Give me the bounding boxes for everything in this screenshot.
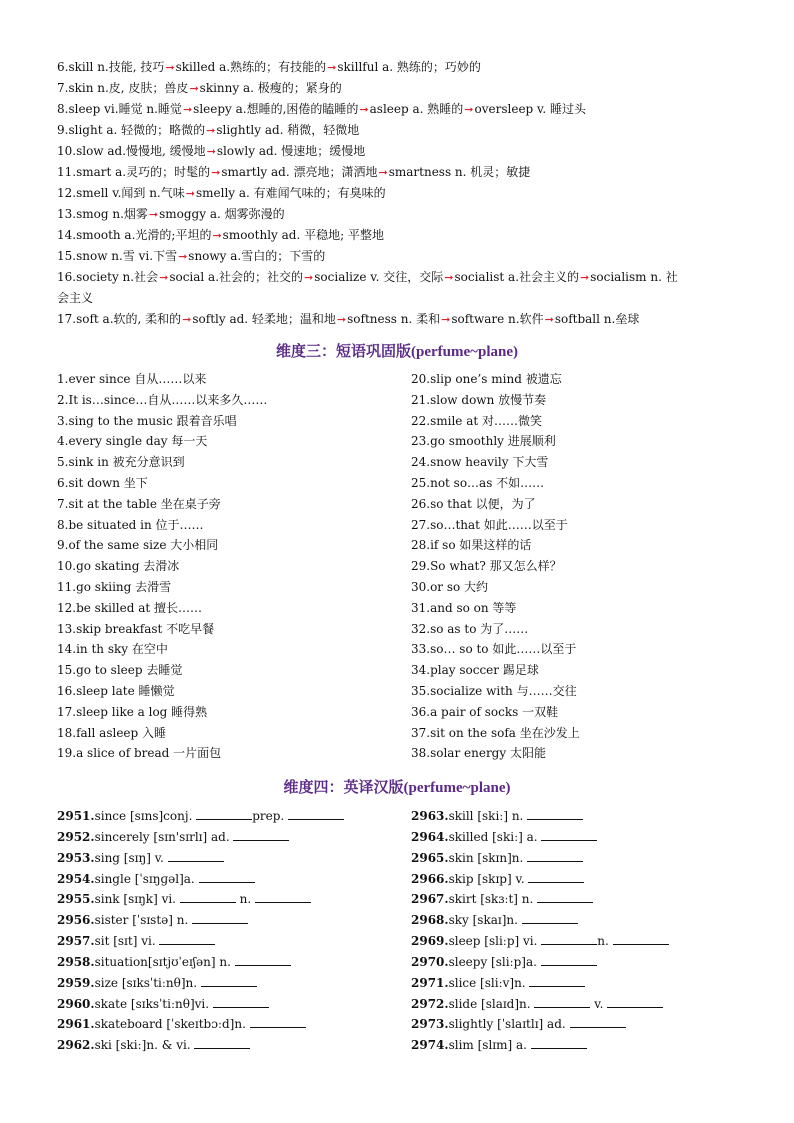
answer-blank[interactable] [196,807,252,820]
derivation-line [57,204,747,225]
derivation-term: smoggy a. 烟雾弥漫的 [159,207,285,221]
vocab-item [411,827,771,848]
vocab-number: 2957. [57,934,95,949]
red-arrow-icon: ➞ [441,313,451,326]
vocab-pos: n. [235,892,255,907]
answer-blank[interactable] [534,995,590,1008]
vocab-list-left [57,806,417,1056]
phrase-item: 38.solar energy 太阳能 [411,746,546,761]
phrase-item: 6.sit down 坐下 [57,475,148,490]
phrase-item: 14.in th sky 在空中 [57,642,168,657]
phrase-item: 28.if so 如果这样的话 [411,538,532,553]
vocab-word: sleep [sliːp] vi. [448,934,542,949]
phrase-list-left [57,369,417,764]
vocab-number: 2954. [57,871,95,886]
vocab-pos: v. [590,996,608,1011]
phrase-item: 11.go skiing 去滑雪 [57,579,172,594]
vocab-number: 2967. [411,892,449,907]
phrase-item: 27.so…that 如此……以至于 [411,517,568,532]
derivation-line [57,57,747,78]
phrase-item: 8.be situated in 位于…… [57,517,204,532]
section4-title-cn: 维度四：英译汉版 [283,778,404,796]
vocab-item [57,848,417,869]
vocab-word: size [sɪksˈtiːnθ]n. [94,975,201,990]
vocab-item [57,869,417,890]
vocab-number: 2971. [411,975,449,990]
derivation-term: 17.soft a.软的, 柔和的 [57,312,182,326]
answer-blank[interactable] [522,911,578,924]
phrase-item: 13.skip breakfast 不吃早餐 [57,621,215,636]
derivation-term: sleepy a.想睡的,困倦的瞌睡的 [193,102,359,116]
answer-blank[interactable] [527,807,583,820]
derivation-line [57,120,747,141]
vocab-word: sky [skaɪ]n. [448,913,522,928]
answer-blank[interactable] [527,849,583,862]
vocab-item [411,889,771,910]
vocab-number: 2968. [411,913,449,928]
answer-blank[interactable] [194,1036,250,1049]
vocab-item [57,827,417,848]
red-arrow-icon: ➞ [159,271,169,284]
vocab-word: sleepy [sliːp]a. [448,954,541,969]
derivation-term: 会主义 [57,291,94,305]
answer-blank[interactable] [531,1036,587,1049]
phrase-item: 22.smile at 对……微笑 [411,413,543,428]
vocab-item [411,1035,771,1056]
vocab-number: 2972. [411,996,449,1011]
answer-blank[interactable] [570,1015,626,1028]
derivation-term: skilled a.熟练的；有技能的 [175,60,327,74]
vocab-item [411,973,771,994]
red-arrow-icon: ➞ [178,250,188,263]
section3-title [0,340,794,361]
phrase-item: 26.so that 以便，为了 [411,496,536,511]
answer-blank[interactable] [168,849,224,862]
vocab-number: 2973. [411,1017,449,1032]
vocab-number: 2960. [57,996,95,1011]
derivation-term: smoothly ad. 平稳地; 平整地 [222,228,384,242]
derivation-term: software n.软件 [451,312,544,326]
vocab-word: skip [skɪp] v. [448,871,529,886]
vocab-item [411,910,771,931]
answer-blank[interactable] [235,953,291,966]
vocab-number: 2952. [57,829,95,844]
red-arrow-icon: ➞ [206,124,216,137]
phrase-item: 3.sing to the music 跟着音乐唱 [57,413,237,428]
phrase-item: 36.a pair of socks 一双鞋 [411,704,559,719]
derivation-line [57,141,747,162]
derivation-term: 11.smart a.灵巧的；时髦的 [57,165,211,179]
red-arrow-icon: ➞ [185,187,195,200]
red-arrow-icon: ➞ [327,61,337,74]
red-arrow-icon: ➞ [165,61,175,74]
vocab-item [57,910,417,931]
derivation-term: 12.smell v.闻到 n.气味 [57,186,185,200]
vocab-item [411,1014,771,1035]
phrase-item: 21.slow down 放慢节奏 [411,392,547,407]
red-arrow-icon: ➞ [182,313,192,326]
answer-blank[interactable] [213,995,269,1008]
vocab-item [411,869,771,890]
red-arrow-icon: ➞ [544,313,554,326]
red-arrow-icon: ➞ [182,103,193,116]
vocab-number: 2951. [57,809,95,823]
derivation-term: smartly ad. 漂亮地；潇洒地 [221,165,378,179]
answer-blank[interactable] [199,870,255,883]
vocab-word: sing [sɪŋ] v. [94,850,168,865]
vocab-pos: prep. [252,809,289,823]
derivation-line [57,162,747,183]
phrase-item: 31.and so on 等等 [411,600,517,615]
red-arrow-icon: ➞ [580,271,590,284]
answer-blank[interactable] [180,890,236,903]
vocab-number: 2956. [57,913,95,928]
derivation-term: 15.snow n.雪 vi.下雪 [57,249,178,263]
phrase-item: 1.ever since 自从……以来 [57,372,207,386]
vocab-word: slim [slɪm] a. [448,1038,531,1053]
derivation-term: 9.slight a. 轻微的；略微的 [57,123,206,137]
derivation-term: 14.smooth a.光滑的;平坦的 [57,228,212,242]
phrase-item: 29.So what? 那又怎么样？ [411,559,562,574]
phrase-item: 23.go smoothly 进展顺利 [411,434,556,449]
vocab-item [57,931,417,952]
vocab-item [411,931,771,952]
vocab-word: skate [sɪksˈtiːnθ]vi. [94,996,213,1011]
phrase-item: 25.not so…as 不如…… [411,475,545,490]
answer-blank[interactable] [192,911,248,924]
red-arrow-icon: ➞ [148,208,159,221]
derivation-line [57,267,747,288]
section3-title-en: (perfume~plane) [411,344,518,360]
vocab-word: since [sɪns]conj. [94,809,197,823]
vocab-word: skill [skiː] n. [448,809,528,823]
derivation-term: 8.sleep vi.睡觉 n.睡觉 [57,102,182,116]
derivation-term: slightly ad. 稍微，轻微地 [216,123,360,137]
vocab-item [57,973,417,994]
derivation-term: snowy a.雪白的；下雪的 [188,249,326,263]
phrase-item: 4.every single day 每一天 [57,434,208,449]
vocab-word: skin [skɪn]n. [448,850,528,865]
vocab-item [411,806,771,827]
derivation-term: socialist a.社会主义的 [454,270,580,284]
vocab-word: situation[sɪtjʊˈeɪʃən] n. [94,954,235,969]
vocab-word: skirt [skɜːt] n. [448,892,538,907]
vocab-item [57,994,417,1015]
derivation-term: socialism n. 社 [590,270,678,284]
phrase-item: 24.snow heavily 下大雪 [411,455,549,470]
phrase-item: 7.sit at the table 坐在桌子旁 [57,496,221,511]
vocab-item [57,1035,417,1056]
vocab-word: slightly [ˈslaɪtlɪ] ad. [448,1017,570,1032]
vocab-word: sister [ˈsɪstə] n. [94,913,193,928]
vocab-item [57,806,417,827]
vocab-word: sit [sɪt] vi. [94,934,160,949]
vocab-word: skateboard [ˈskeɪtbɔːd]n. [94,1017,250,1032]
vocab-number: 2966. [411,871,449,886]
vocab-number: 2970. [411,954,449,969]
vocab-pos: n. [597,934,613,949]
vocab-word: slice [sliːv]n. [448,975,530,990]
vocab-number: 2962. [57,1038,95,1053]
phrase-list-right [411,369,771,764]
vocab-item [411,952,771,973]
answer-blank[interactable] [159,932,215,945]
answer-blank[interactable] [537,890,593,903]
vocab-item [411,848,771,869]
vocab-list-right [411,806,771,1056]
derivation-term: asleep a. 熟睡的 [369,102,464,116]
vocab-number: 2974. [411,1038,449,1053]
vocab-item [411,994,771,1015]
derivation-line [57,225,747,246]
answer-blank[interactable] [541,828,597,841]
derivation-line [57,99,747,120]
derivation-line [57,309,747,330]
vocab-number: 2969. [411,934,449,949]
derivation-line [57,288,747,309]
derivation-term: 6.skill n.技能, 技巧 [57,60,165,74]
phrase-item: 34.play soccer 踢足球 [411,663,539,678]
derivation-term: smelly a. 有难闻气味的；有臭味的 [195,186,386,200]
derivation-term: social a.社会的；社交的 [169,270,304,284]
phrase-item: 10.go skating 去滑冰 [57,559,180,574]
derivation-term: 13.smog n.烟雾 [57,207,148,221]
phrase-item: 15.go to sleep 去睡觉 [57,663,183,678]
phrase-item: 5.sink in 被充分意识到 [57,455,185,470]
phrase-item: 19.a slice of bread 一片面包 [57,746,222,761]
vocab-number: 2961. [57,1017,95,1032]
phrase-item: 12.be skilled at 擅长…… [57,600,203,615]
vocab-word: sink [sɪŋk] vi. [94,892,180,907]
answer-blank[interactable] [529,974,585,987]
word-derivation-list [57,57,747,330]
answer-blank[interactable] [201,974,257,987]
derivation-term: softball n.垒球 [554,312,640,326]
phrase-item: 18.fall asleep 入睡 [57,725,167,740]
derivation-line [57,183,747,204]
answer-blank[interactable] [250,1015,306,1028]
derivation-term: skillful a. 熟练的；巧妙的 [337,60,481,74]
red-arrow-icon: ➞ [206,145,216,158]
derivation-term: smartness n. 机灵；敏捷 [388,165,531,179]
phrase-item: 9.of the same size 大小相同 [57,538,219,553]
vocab-number: 2953. [57,850,95,865]
vocab-number: 2965. [411,850,449,865]
derivation-term: softly ad. 轻柔地；温和地 [192,312,336,326]
answer-blank[interactable] [233,828,289,841]
vocab-word: slide [slaɪd]n. [448,996,535,1011]
vocab-number: 2958. [57,954,95,969]
section4-title [0,776,794,797]
phrase-item: 33.so… so to 如此……以至于 [411,642,577,657]
vocab-word: skilled [skiː] a. [448,829,542,844]
red-arrow-icon: ➞ [444,271,454,284]
derivation-term: oversleep v. 睡过头 [474,102,587,116]
answer-blank[interactable] [255,890,311,903]
answer-blank[interactable] [613,932,669,945]
red-arrow-icon: ➞ [336,313,347,326]
phrase-item: 35.socialize with 与……交往 [411,683,577,698]
red-arrow-icon: ➞ [304,271,314,284]
phrase-item: 16.sleep late 睡懒觉 [57,683,175,698]
red-arrow-icon: ➞ [378,166,388,179]
phrase-item: 17.sleep like a log 睡得熟 [57,704,208,719]
phrase-item: 37.sit on the sofa 坐在沙发上 [411,725,580,740]
derivation-term: 16.society n.社会 [57,270,159,284]
phrase-item: 32.so as to 为了…… [411,621,529,636]
vocab-number: 2955. [57,892,95,907]
vocab-number: 2964. [411,829,449,844]
derivation-term: skinny a. 极瘦的；紧身的 [199,81,342,95]
derivation-line [57,246,747,267]
answer-blank[interactable] [541,932,597,945]
derivation-term: softness n. 柔和 [347,312,441,326]
phrase-item: 30.or so 大约 [411,579,489,594]
derivation-term: 7.skin n.皮, 皮肤；兽皮 [57,81,189,95]
vocab-number: 2963. [411,809,449,823]
vocab-item [57,889,417,910]
vocab-word: ski [skiː]n. & vi. [94,1038,195,1053]
answer-blank[interactable] [541,953,597,966]
phrase-item: 20.slip one’s mind 被遗忘 [411,372,562,386]
red-arrow-icon: ➞ [464,103,474,116]
red-arrow-icon: ➞ [212,229,222,242]
derivation-term: 10.slow ad.慢慢地, 缓慢地 [57,144,206,158]
red-arrow-icon: ➞ [189,82,199,95]
vocab-number: 2959. [57,975,95,990]
answer-blank[interactable] [288,807,344,820]
red-arrow-icon: ➞ [211,166,221,179]
derivation-line [57,78,747,99]
derivation-term: slowly ad. 慢速地；缓慢地 [216,144,366,158]
derivation-term: socialize v. 交往，交际 [314,270,444,284]
red-arrow-icon: ➞ [359,103,369,116]
answer-blank[interactable] [607,995,663,1008]
vocab-item [57,952,417,973]
section3-title-cn: 维度三：短语巩固版 [276,342,412,360]
vocab-word: single [ˈsɪŋɡəl]a. [94,871,199,886]
vocab-word: sincerely [sɪn'sɪrlɪ] ad. [94,829,234,844]
section4-title-en: (perfume~plane) [403,780,511,796]
phrase-item: 2.It is…since…自从……以来多久…… [57,392,268,407]
answer-blank[interactable] [528,870,584,883]
vocab-item [57,1014,417,1035]
